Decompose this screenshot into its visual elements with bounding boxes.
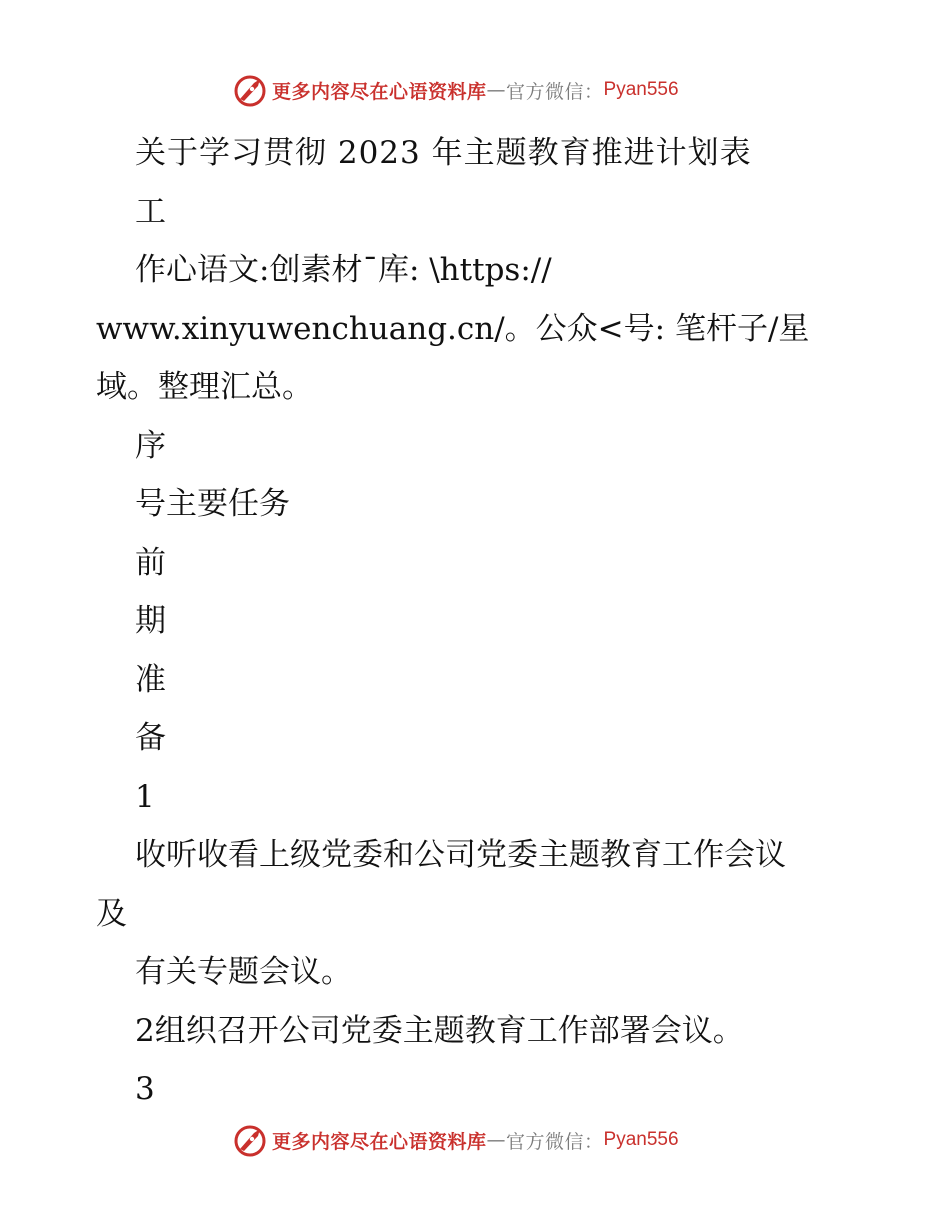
text-line: 域。整理汇总。	[96, 369, 313, 405]
banner-main-text: 更多内容尽在心语资料库	[272, 1130, 487, 1153]
text-line: 3	[135, 1071, 155, 1107]
text-line: 期	[135, 603, 166, 639]
banner-wechat-id: Pyan556	[603, 1129, 679, 1150]
text-line: 准	[135, 661, 166, 698]
text-line: 序	[135, 427, 166, 464]
document-body	[96, 124, 856, 1119]
banner-sub-text: 官方微信：	[506, 1130, 604, 1153]
text-line: 2组织召开公司党委主题教育工作部署会议。	[135, 1012, 744, 1049]
text-line: 作心语文:创素材¯库: \https://	[135, 252, 552, 288]
banner-wechat-id: Pyan556	[603, 79, 679, 100]
text-line: 工	[135, 193, 166, 230]
footer-banner	[234, 1122, 679, 1158]
banner-dash: —	[486, 79, 507, 101]
text-line: 有关专题会议。	[135, 954, 352, 990]
text-line: 号主要任务	[135, 486, 290, 522]
text-line: 前	[135, 544, 166, 581]
text-line: 收听收看上级党委和公司党委主题教育工作会议	[135, 837, 786, 873]
banner-dash: —	[486, 1129, 507, 1151]
header-banner	[234, 72, 679, 108]
pen-nib-logo-icon	[234, 1123, 268, 1157]
text-line: 及	[96, 895, 127, 932]
document-title: 关于学习贯彻 2023 年主题教育推进计划表	[135, 135, 752, 171]
text-line: 备	[135, 720, 166, 756]
banner-sub-text: 官方微信：	[506, 80, 604, 103]
banner-main-text: 更多内容尽在心语资料库	[272, 80, 487, 103]
pen-nib-logo-icon	[234, 73, 268, 107]
text-line: www.xinyuwenchuang.cn/。公众<号: 笔杆子/星	[96, 310, 810, 347]
text-line: 1	[135, 778, 155, 815]
